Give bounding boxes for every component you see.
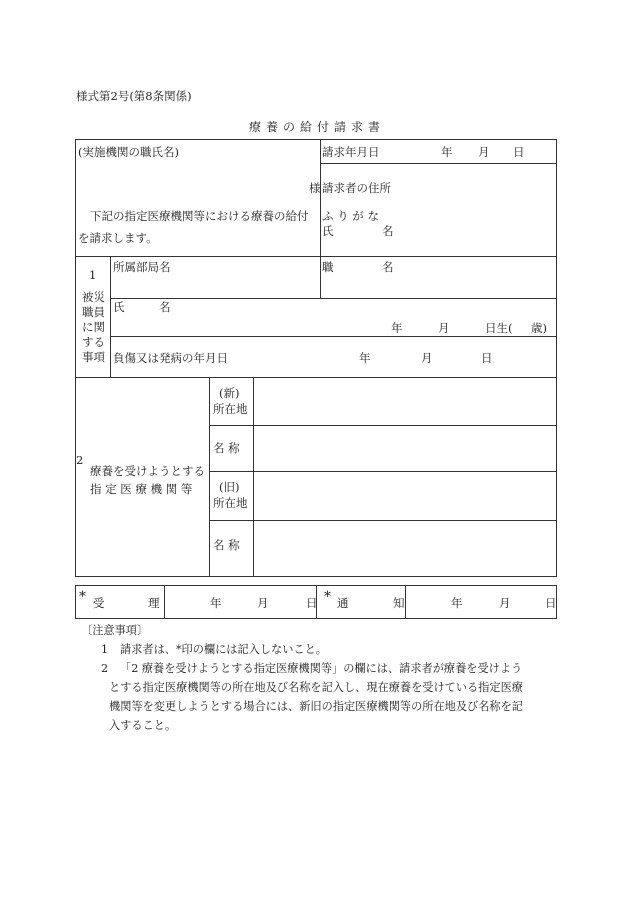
honorific: 様 (309, 181, 321, 195)
note2-line3: 機関等を変更しようとする場合には、新旧の指定医療機関等の所在地及び名称を記 (109, 700, 523, 713)
post-label-1: 職 (322, 260, 334, 274)
intro-text-line2: を請求します。 (78, 231, 158, 245)
receipt-asterisk: * (79, 589, 86, 605)
birth-age: 歳) (531, 321, 547, 335)
notice-label-1: 通 (337, 596, 349, 610)
old-name-label: 名 称 (213, 538, 240, 552)
notice-day: 日 (545, 596, 557, 610)
employee-name-label-2: 名 (159, 300, 171, 314)
notice-label-2: 知 (393, 596, 405, 610)
birth-day: 日生( (485, 321, 513, 335)
section1-heading-5: 事項 (82, 350, 105, 364)
section1-heading-1: 被災 (82, 290, 105, 304)
request-date-day: 日 (513, 145, 525, 159)
notes-heading: 〔注意事項〕 (81, 624, 149, 637)
birth-year: 年 (391, 321, 403, 335)
notice-asterisk: * (324, 589, 331, 605)
agency-head-label: (実施機関の職氏名) (78, 145, 179, 159)
notice-year: 年 (451, 596, 463, 610)
section1-heading-3: に関 (82, 320, 105, 334)
injury-year: 年 (359, 351, 371, 365)
note1-number: 1 (101, 643, 109, 656)
receipt-label-2: 理 (148, 596, 160, 610)
injury-date-label: 負傷又は発病の年月日 (113, 351, 228, 365)
requester-name-label-1: 氏 (322, 224, 334, 238)
employee-name-label-1: 氏 (113, 300, 125, 314)
section1-heading-4: する (82, 335, 105, 349)
note2-line4: 入すること。 (109, 719, 177, 732)
receipt-year: 年 (210, 596, 222, 610)
section1-number: 1 (89, 268, 97, 282)
dept-label: 所属部局名 (113, 260, 171, 274)
post-label-2: 名 (382, 260, 394, 274)
receipt-label-1: 受 (93, 596, 105, 610)
injury-month: 月 (421, 351, 433, 365)
section1-heading-2: 職員 (82, 305, 105, 319)
notice-month: 月 (499, 596, 511, 610)
note2-line1: 「2 療養を受けようとする指定医療機関等」の欄には、請求者が療養を受けよう (120, 662, 523, 675)
note2-line2: とする指定医療機関等の所在地及び名称を記入し、現在療養を受けている指定医療 (109, 681, 523, 694)
receipt-day: 日 (306, 596, 318, 610)
form-title: 療養の給付請求書 (249, 120, 386, 134)
receipt-month: 月 (257, 596, 269, 610)
furigana-label: ふ り が な (322, 209, 379, 223)
note1-text: 請求者は、*印の欄には記入しないこと。 (120, 643, 327, 656)
requester-name-label-2: 名 (382, 224, 394, 238)
section2-number: 2 (76, 453, 84, 467)
old-mark: (旧) (219, 480, 240, 494)
birth-month: 月 (438, 321, 450, 335)
section2-heading-line2: 指 定 医 療 機 関 等 (90, 482, 193, 496)
request-date-year: 年 (441, 145, 453, 159)
old-address-label: 所在地 (213, 496, 248, 510)
injury-day: 日 (481, 351, 493, 365)
new-name-label: 名 称 (213, 441, 240, 455)
request-date-month: 月 (478, 145, 490, 159)
requester-address-label: 請求者の住所 (322, 181, 391, 195)
new-mark: (新) (219, 386, 240, 400)
request-date-label: 請求年月日 (322, 145, 380, 159)
intro-text-line1: 下記の指定医療機関等における療養の給付 (90, 209, 309, 223)
new-address-label: 所在地 (213, 402, 248, 416)
section2-heading-line1: 療養を受けようとする (90, 464, 205, 478)
note2-number: 2 (101, 662, 109, 675)
form-id: 様式第2号(第8条関係) (76, 89, 192, 103)
